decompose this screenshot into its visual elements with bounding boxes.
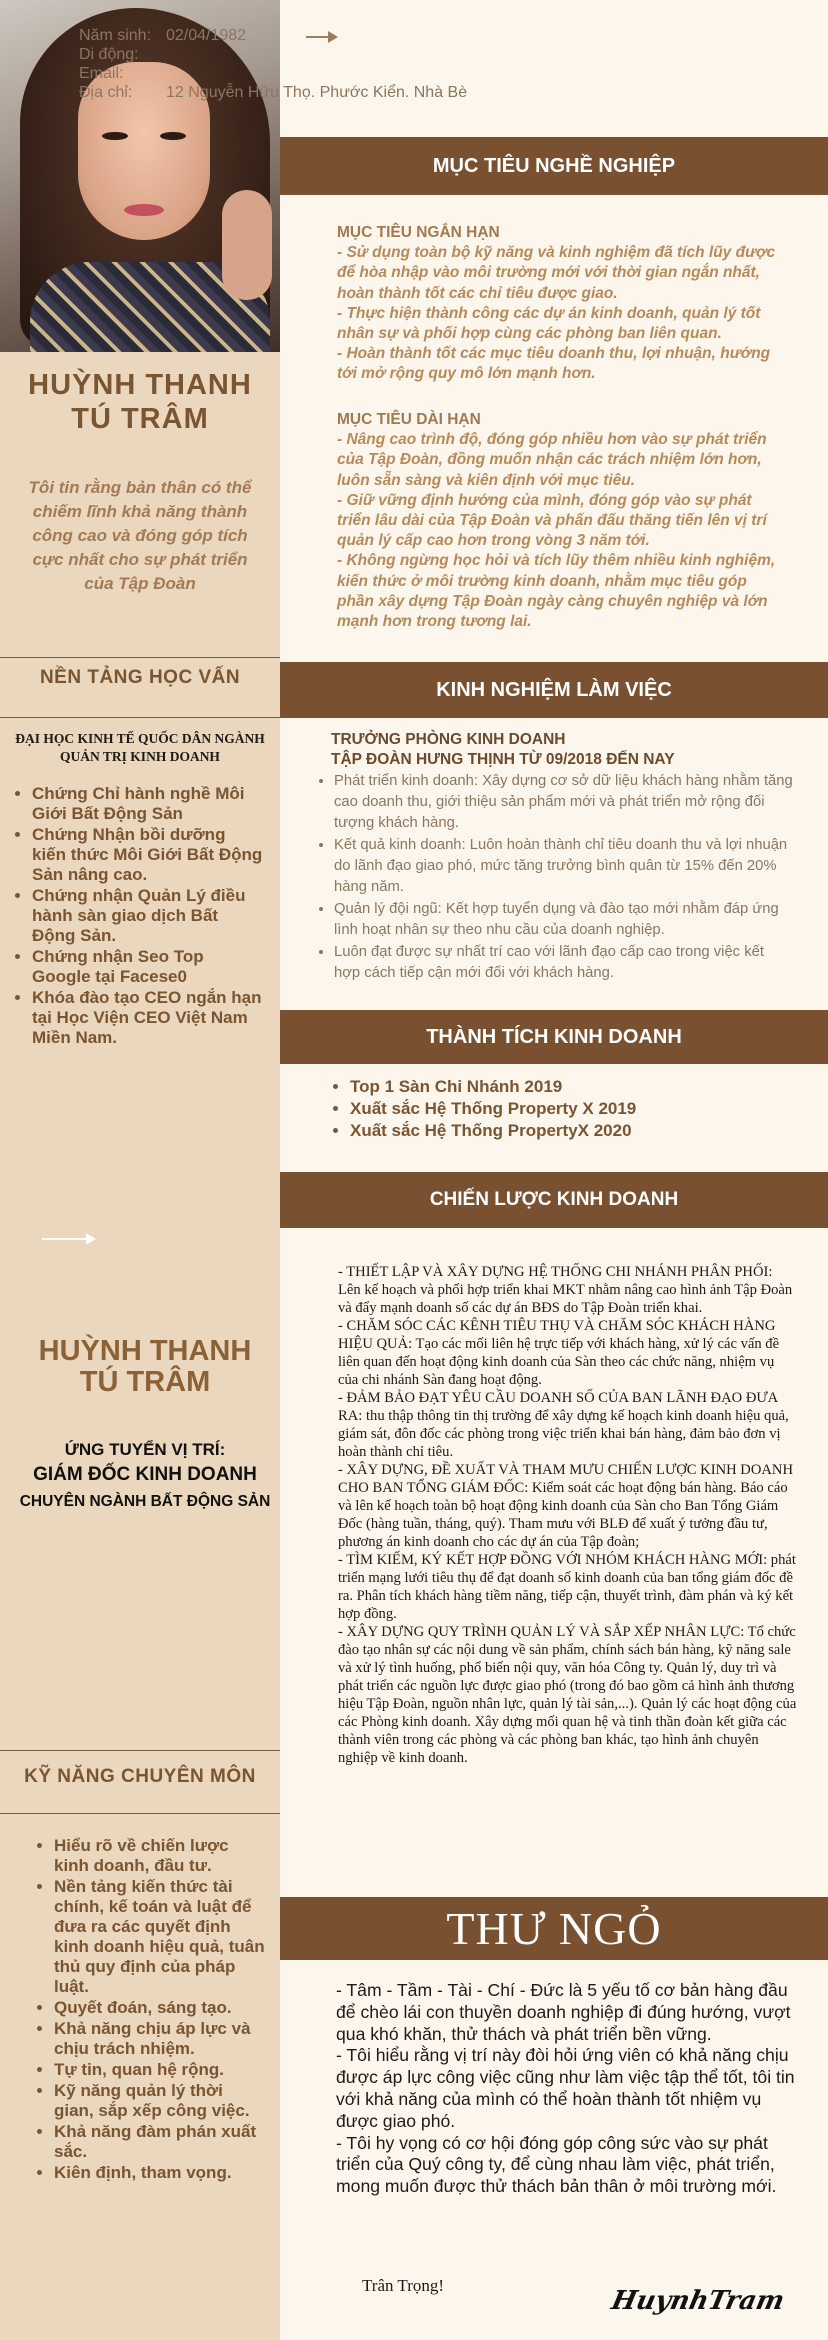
experience-list [334,771,794,985]
list-item: • Xuất sắc Hệ Thống Property X 2019 [350,1098,636,1120]
list-item: • Chứng Nhận bồi dưỡng kiến thức Môi Giới Bất Động Sản nâng cao. [32,825,264,885]
apply-label: ỨNG TUYỂN VỊ TRÍ: [64,1440,226,1459]
strategy-content [338,1263,798,1767]
profile-quote: Tôi tin rằng bản thân có thể chiếm lĩnh khả năng thành công cao và đóng góp tích cực nhất cho sự phát triển của Tập Đoàn [28,478,252,593]
divider [0,1750,280,1751]
list-item: - CHĂM SÓC CÁC KÊNH TIÊU THỤ VÀ CHĂM SÓC KHÁCH HÀNG HIỆU QUẢ: Tạo các mối liên hệ trực tiếp với khách hàng, xử lý các vấn đề liên quan đến hoạt động kinh doanh của Sàn theo các chức năng, nhiệm vụ của chi nhánh Sàn đang hoạt động. [338,1318,780,1388]
letter-body: - Tâm - Tầm - Tài - Chí - Đức là 5 yếu tố cơ bản hàng đầu để chèo lái con thuyền doanh nghiệp đi đúng hướng, vượt qua khó khăn, thử thách và phát triển bền vững. - Tôi hiểu rằng vị trí này đòi hỏi ứng viên có khả năng chịu được áp lực công việc cũng như làm việc tập thể tốt, tôi tin với khả năng của mình có thể hoàn thành tốt nhiệm vụ được giao phó. - Tôi hy vọng có cơ hội đóng góp công sức vào sự phát triển của Quý công ty, để cùng nhau làm việc, phát triển, mong muốn được thử thách bản thân ở môi trường mới. [336,1980,795,2197]
education-heading: NỀN TẢNG HỌC VẤN [39,667,241,688]
experience-role: TRƯỞNG PHÒNG KINH DOANH TẬP ĐOÀN HƯNG THỊNH TỪ 09/2018 ĐẾN NAY [331,731,675,768]
list-item: - XÂY DỰNG, ĐỀ XUẤT VÀ THAM MƯU CHIẾN LƯỢC KINH DOANH CHO BAN TỔNG GIÁM ĐỐC: Kiểm soát các hoạt động bán hàng. Báo cáo và lên kế hoạch toàn bộ hoạt động kinh doanh của Sàn cho Ban Tổng Giám Đốc (hàng tuần, tháng, quý). Tham mưu với BLĐ để xuất ý tưởng đầu tư, phương án kinh doanh cho các dự án của Tập đoàn; [338,1462,794,1550]
list-item: • Chứng nhận Quản Lý điều hành sàn giao dịch Bất Động Sản. [32,886,264,946]
list-item: • Chứng nhận Seo Top Google tại Facese0 [32,947,264,987]
application-name: HUỲNH THANH TÚ TRÂM [38,1335,252,1398]
list-item: - XÂY DỰNG QUY TRÌNH QUẢN LÝ VÀ SẮP XẾP NHÂN LỰC: Tổ chức đào tạo nhân sự các nội dung về sản phẩm, chính sách bán hàng, kỹ năng sale và xử lý tình huống, phổ biến nội quy, văn hóa Công ty. Quản lý, duy trì và phát triển các nguồn lực được giao phó (trong đó bao gồm cả hình ảnh thương hiệu Tập Đoàn, nguồn nhân lực, quản lý tài sản,...). Quản lý các hoạt động của các Phòng kinh doanh. Xây dựng mối quan hệ và tinh thần đoàn kết giữa các thành viên trong các phòng và các phòng ban khác, tạo hình ảnh chuyên nghiệp về kinh doanh. [338,1624,797,1766]
experience-heading: KINH NGHIỆM LÀM VIỆC [280,662,828,718]
apply-position: GIÁM ĐỐC KINH DOANH [33,1464,257,1485]
list-item: • Tự tin, quan hệ rộng. [54,2060,266,2080]
list-item: • Kỹ năng quản lý thời gian, sắp xếp công việc. [54,2081,266,2121]
list-item: • Quản lý đội ngũ: Kết hợp tuyển dụng và đào tạo mới nhằm đáp ứng lình hoạt nhân sự theo nhu cầu của doanh nghiệp. [334,899,794,941]
list-item: • Phát triển kinh doanh: Xây dựng cơ sở dữ liệu khách hàng nhằm tăng cao doanh thu, giới thiệu sản phẩm mới và phát triển mở rộng đối tượng khách hàng. [334,771,794,834]
list-item: • Kiên định, tham vọng. [54,2163,266,2183]
profile-name: HUỲNH THANH TÚ TRÂM [28,369,252,435]
achievements-heading: THÀNH TÍCH KINH DOANH [280,1010,828,1064]
contact-info [79,26,467,102]
apply-field: CHUYÊN NGÀNH BẤT ĐỘNG SẢN [19,1493,271,1510]
list-item: • Khả năng chịu áp lực và chịu trách nhiệm. [54,2019,266,2059]
list-item: • Top 1 Sàn Chi Nhánh 2019 [350,1076,636,1098]
divider [0,1813,280,1814]
short-term-goals: MỤC TIÊU NGẮN HẠN - Sử dụng toàn bộ kỹ năng và kinh nghiệm đã tích lũy được để hòa nhập vào môi trường mới với thời gian ngắn nhất, hoàn thành tốt các chỉ tiêu được giao. - Thực hiện thành công các dự án kinh doanh, quản lý tốt nhân sự và phối hợp cùng các phòng ban liên quan. - Hoàn thành tốt các mục tiêu doanh thu, lợi nhuận, hướng tới mở rộng quy mô lớn mạnh hơn. [337,224,776,383]
list-item: • Quyết đoán, sáng tạo. [54,1998,266,2018]
letter-regards: Trân Trọng! [362,2276,445,2295]
contact-email: Email: [79,65,124,82]
list-item: • Chứng Chỉ hành nghề Môi Giới Bất Động Sản [32,784,264,824]
letter-heading: THƯ NGỎ [280,1897,828,1960]
contact-address: Địa chỉ: 12 Nguyễn Hữu Thọ. Phước Kiển. Nhà Bè [79,84,468,101]
list-item: • Xuất sắc Hệ Thống PropertyX 2020 [350,1120,636,1142]
skills-list [54,1836,266,2184]
career-goal-heading: MỤC TIÊU NGHỀ NGHIỆP [280,137,828,195]
long-term-goals: MỤC TIÊU DÀI HẠN - Nâng cao trình độ, đóng góp nhiều hơn vào sự phát triển của Tập Đoàn, đồng muốn nhận các trách nhiệm lớn hơn, luôn sẵn sàng và kiên định với mục tiêu. - Giữ vững định hướng của mình, đóng góp vào sự phát triển lâu dài của Tập Đoàn và phấn đấu thăng tiến lên vị trí quản lý cấp cao hơn trong vòng 3 năm tới. - Không ngừng học hỏi và tích lũy thêm nhiều kinh nghiệm, kiến thức ở môi trường kinh doanh, nhằm mục tiêu góp phần xây dựng Tập Đoàn ngày càng chuyên nghiệp và lớn mạnh hơn trong tương lai. [337,411,776,631]
university: ĐẠI HỌC KINH TẾ QUỐC DÂN NGÀNH QUẢN TRỊ KINH DOANH [15,731,265,764]
list-item: - THIẾT LẬP VÀ XÂY DỰNG HỆ THỐNG CHI NHÁNH PHÂN PHỐI: Lên kế hoạch và phối hợp triển khai MKT nhằm nâng cao hình ảnh Tập Đoàn và đẩy mạnh doanh số các dự án BĐS do Tập Đoàn triển khai. [338,1264,793,1316]
contact-birth: Năm sinh: 02/04/1982 [79,27,247,44]
divider [0,717,280,718]
list-item: • Luôn đạt được sự nhất trí cao với lãnh đạo cấp cao trong việc kết hợp cách tiếp cận mới đối với khách hàng. [334,942,794,984]
strategy-heading: CHIẾN LƯỢC KINH DOANH [280,1172,828,1228]
list-item: • Hiểu rõ về chiến lược kinh doanh, đầu tư. [54,1836,266,1876]
list-item: - TÌM KIẾM, KÝ KẾT HỢP ĐỒNG VỚI NHÓM KHÁCH HÀNG MỚI: phát triển mạng lưới tiêu thụ để đạt doanh số kinh doanh của ban tổng giám đốc đề ra. Phân tích khách hàng tiềm năng, tiếp cận, thuyết trình, đàm phán và ký kết hợp đồng. [338,1552,796,1622]
signature: HuynhTram [608,2286,788,2316]
arrow-right-icon [42,1238,94,1240]
list-item: - ĐẢM BẢO ĐẠT YÊU CẦU DOANH SỐ CỦA BAN LÃNH ĐẠO ĐƯA RA: thu thập thông tin thị trường để xây dựng kế hoạch kinh doanh hiệu quả, giám sát, đôn đốc các phòng trong việc triển khai bán hàng, đảm bảo đơn vị hoàn thành chỉ tiêu. [338,1390,789,1460]
achievements-list [350,1076,636,1142]
contact-phone: Di động: [79,46,139,63]
list-item: • Khả năng đàm phán xuất sắc. [54,2122,266,2162]
divider [0,657,280,658]
education-list [32,784,264,1049]
skills-heading: KỸ NĂNG CHUYÊN MÔN [24,1766,256,1787]
list-item: • Kết quả kinh doanh: Luôn hoàn thành chỉ tiêu doanh thu và lợi nhuận do lãnh đạo giao phó, mức tăng trưởng bình quân từ 15% đến 20% hàng năm. [334,835,794,898]
list-item: • Nền tảng kiến thức tài chính, kế toán và luật để đưa ra các quyết định kinh doanh hiệu quả, tuân thủ quy định của pháp luật. [54,1877,266,1997]
list-item: • Khóa đào tạo CEO ngắn hạn tại Học Viện CEO Việt Nam Miền Nam. [32,988,264,1048]
